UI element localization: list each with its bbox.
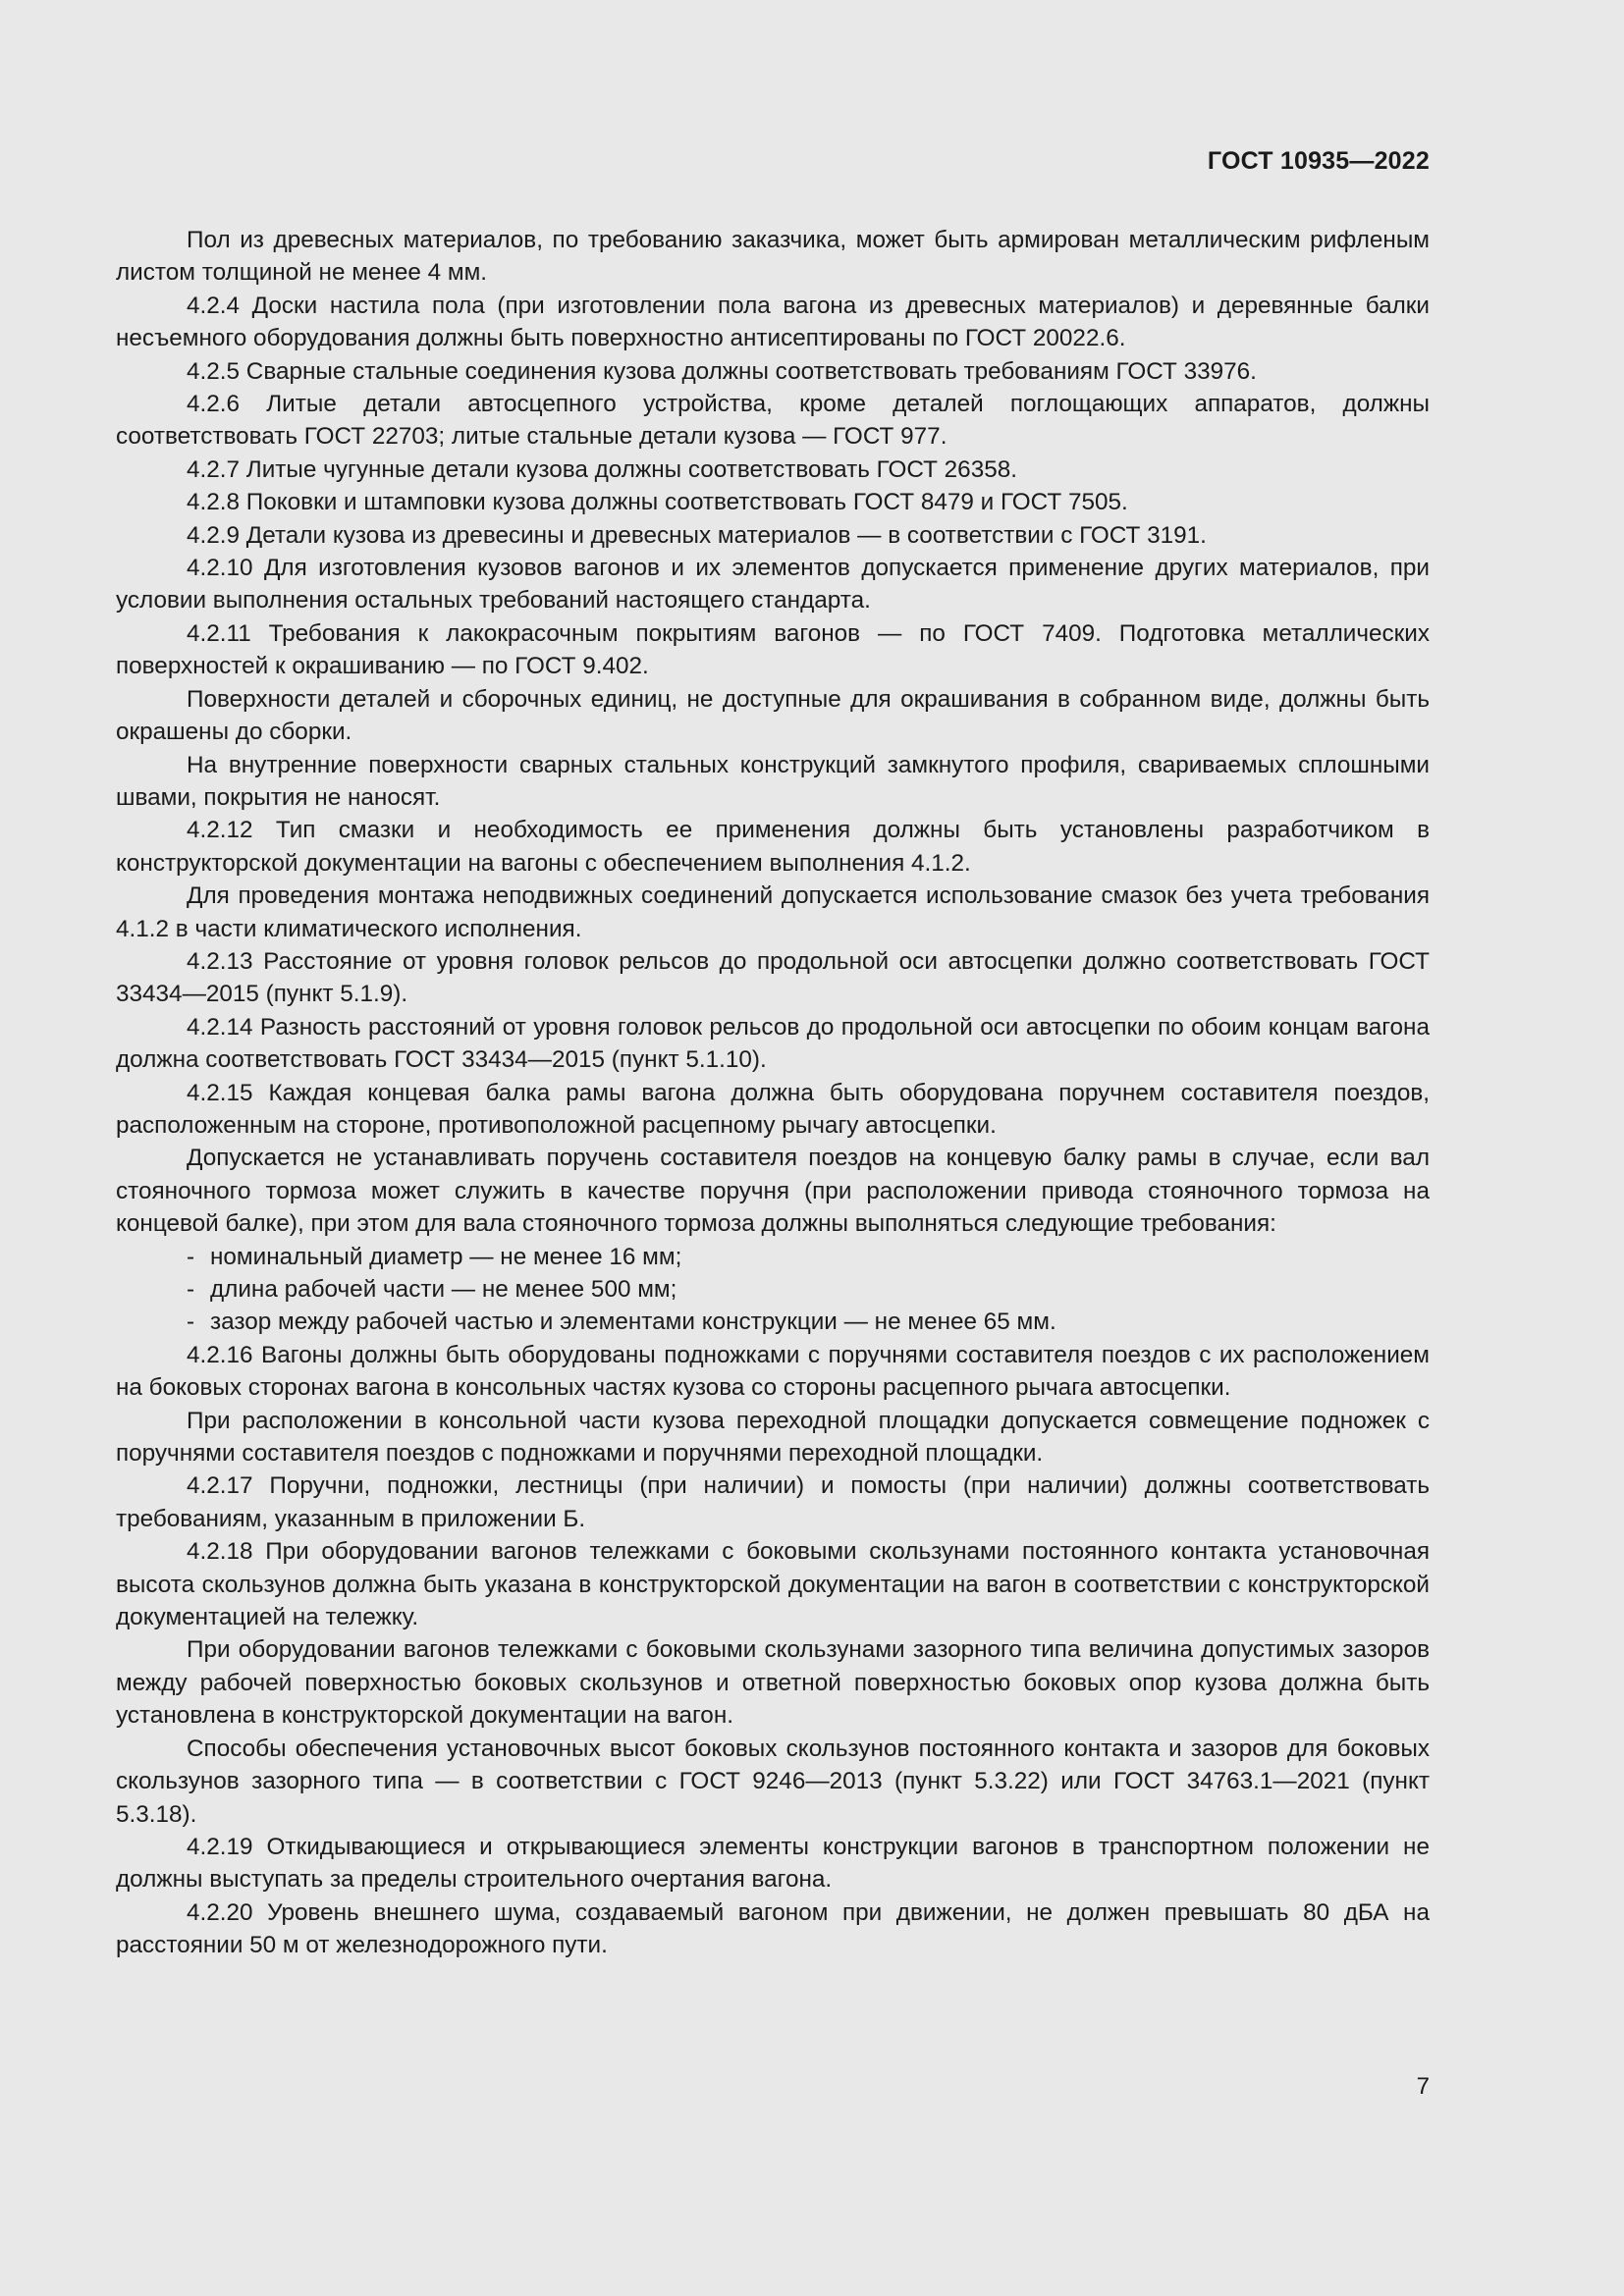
list-item-text: зазор между рабочей частью и элементами конструкции — не менее 65 мм. xyxy=(210,1308,1056,1336)
paragraph-group-after-list xyxy=(116,1339,1430,1962)
document-header: ГОСТ 10935—2022 xyxy=(1207,147,1430,175)
list-item xyxy=(116,1273,1430,1306)
paragraph: Способы обеспечения установочных высот боковых скользунов постоянного контакта и зазоров для боковых скользунов зазорного типа — в соответствии с ГОСТ 9246—2013 (пункт 5.3.22) или ГОСТ 34763.1—2021 (пункт 5.3.18). xyxy=(116,1735,1430,1828)
list-item xyxy=(116,1241,1430,1273)
list-item xyxy=(116,1306,1430,1338)
paragraph: При оборудовании вагонов тележками с боковыми скользунами зазорного типа величина допустимых зазоров между рабочей поверхностью боковых скользунов и ответной поверхностью боковых опор кузова должна быть установлена в конструкторской документации на вагон. xyxy=(116,1636,1430,1730)
paragraph: 4.2.17 Поручни, подножки, лестницы (при наличии) и помосты (при наличии) должны соответствовать требованиям, указанным в приложении Б. xyxy=(116,1472,1430,1532)
document-body xyxy=(116,224,1430,1962)
paragraph: 4.2.8 Поковки и штамповки кузова должны соответствовать ГОСТ 8479 и ГОСТ 7505. xyxy=(187,489,1128,516)
paragraph: 4.2.13 Расстояние от уровня головок рельсов до продольной оси автосцепки должно соответствовать ГОСТ 33434—2015 (пункт 5.1.9). xyxy=(116,947,1430,1008)
paragraph: 4.2.20 Уровень внешнего шума, создаваемый вагоном при движении, не должен превышать 80 дБА на расстоянии 50 м от железнодорожного пути. xyxy=(116,1898,1430,1959)
paragraph: 4.2.11 Требования к лакокрасочным покрытиям вагонов — по ГОСТ 7409. Подготовка металлических поверхностей к окрашиванию — по ГОСТ 9.402. xyxy=(116,619,1430,680)
list-marker: - xyxy=(187,1276,195,1303)
paragraph: 4.2.19 Откидывающиеся и открывающиеся элементы конструкции вагонов в транспортном положении не должны выступать за пределы строительного очертания вагона. xyxy=(116,1833,1430,1894)
paragraph: 4.2.4 Доски настила пола (при изготовлении пола вагона из древесных материалов) и деревянные балки несъемного оборудования должны быть поверхностно антисептированы по ГОСТ 20022.6. xyxy=(116,292,1430,352)
paragraph: 4.2.15 Каждая концевая балка рамы вагона должна быть оборудована поручнем составителя поездов, расположенным на стороне, противоположной расцепному рычагу автосцепки. xyxy=(116,1079,1430,1139)
paragraph: 4.2.12 Тип смазки и необходимость ее применения должны быть установлены разработчиком в конструкторской документации на вагоны с обеспечением выполнения 4.1.2. xyxy=(116,817,1430,877)
list-marker: - xyxy=(187,1243,195,1270)
list-item-text: номинальный диаметр — не менее 16 мм; xyxy=(210,1243,682,1270)
list-item-text: длина рабочей части — не менее 500 мм; xyxy=(210,1276,677,1303)
requirements-list xyxy=(116,1241,1430,1339)
paragraph: Поверхности деталей и сборочных единиц, не доступные для окрашивания в собранном виде, должны быть окрашены до сборки. xyxy=(116,685,1430,746)
paragraph: Для проведения монтажа неподвижных соединений допускается использование смазок без учета требования 4.1.2 в части климатического исполнения. xyxy=(116,882,1430,942)
paragraph-group-before-list xyxy=(116,224,1430,1241)
paragraph: 4.2.5 Сварные стальные соединения кузова должны соответствовать требованиям ГОСТ 33976. xyxy=(187,357,1257,385)
paragraph: 4.2.7 Литые чугунные детали кузова должны соответствовать ГОСТ 26358. xyxy=(187,455,1017,483)
paragraph: 4.2.16 Вагоны должны быть оборудованы подножками с поручнями составителя поездов с их расположением на боковых сторонах вагона в консольных частях кузова со стороны расцепного рычага автосцепки. xyxy=(116,1341,1430,1402)
paragraph: 4.2.18 При оборудовании вагонов тележками с боковыми скользунами постоянного контакта установочная высота скользунов должна быть указана в конструкторской документации на вагон в соответствии с конструкторской документацией на тележку. xyxy=(116,1538,1430,1631)
paragraph: 4.2.10 Для изготовления кузовов вагонов и их элементов допускается применение других материалов, при условии выполнения остальных требований настоящего стандарта. xyxy=(116,555,1430,614)
paragraph: Допускается не устанавливать поручень составителя поездов на концевую балку рамы в случае, если вал стояночного тормоза может служить в качестве поручня (при расположении привода стояночного тормоза на концевой балке), при этом для вала стояночного тормоза должны выполняться следующие требования: xyxy=(116,1145,1430,1238)
paragraph: 4.2.9 Детали кузова из древесины и древесных материалов — в соответствии с ГОСТ 3191. xyxy=(187,521,1207,549)
paragraph: 4.2.6 Литые детали автосцепного устройства, кроме деталей поглощающих аппаратов, должны соответствовать ГОСТ 22703; литые стальные детали кузова — ГОСТ 977. xyxy=(116,391,1430,451)
list-marker: - xyxy=(187,1308,195,1336)
paragraph: 4.2.14 Разность расстояний от уровня головок рельсов до продольной оси автосцепки по обоим концам вагона должна соответствовать ГОСТ 33434—2015 (пункт 5.1.10). xyxy=(116,1013,1430,1074)
page-number: 7 xyxy=(1416,2073,1430,2100)
paragraph: На внутренние поверхности сварных стальных конструкций замкнутого профиля, свариваемых сплошными швами, покрытия не наносят. xyxy=(116,751,1430,811)
paragraph: При расположении в консольной части кузова переходной площадки допускается совмещение подножек с поручнями составителя поездов с подножками и поручнями переходной площадки. xyxy=(116,1407,1430,1468)
paragraph: Пол из древесных материалов, по требованию заказчика, может быть армирован металлическим рифленым листом толщиной не менее 4 мм. xyxy=(116,227,1430,287)
